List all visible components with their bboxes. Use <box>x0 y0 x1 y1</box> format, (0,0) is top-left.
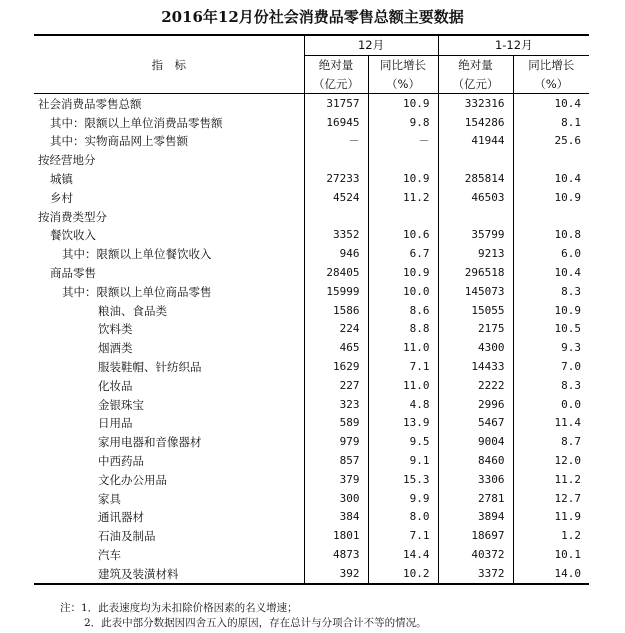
ytd-abs-value <box>438 151 513 170</box>
month-yoy-value: 13.9 <box>368 414 438 433</box>
month-abs-value: 3352 <box>304 226 368 245</box>
month-yoy-value: 9.1 <box>368 452 438 471</box>
month-yoy-value: 14.4 <box>368 546 438 565</box>
ytd-yoy-value: 10.5 <box>513 320 589 339</box>
ytd-yoy-value: 9.3 <box>513 339 589 358</box>
month-abs-value: － <box>304 132 368 151</box>
row-label: 粮油、食品类 <box>98 303 167 318</box>
ytd-abs-value: 332316 <box>438 94 513 113</box>
ytd-yoy-value: 8.3 <box>513 376 589 395</box>
ytd-yoy-value: 10.1 <box>513 546 589 565</box>
month-yoy-value: 9.5 <box>368 433 438 452</box>
month-abs-value: 979 <box>304 433 368 452</box>
month-yoy-value: 9.8 <box>368 113 438 132</box>
month-abs-value: 857 <box>304 452 368 471</box>
ytd-abs-value: 5467 <box>438 414 513 433</box>
ytd-yoy-value: 11.9 <box>513 508 589 527</box>
month-yoy-value: 10.9 <box>368 94 438 113</box>
month-abs-value: 31757 <box>304 94 368 113</box>
table-row <box>34 358 589 377</box>
table-row <box>34 301 589 320</box>
ytd-yoy-value: 11.4 <box>513 414 589 433</box>
row-label: 汽车 <box>98 547 121 562</box>
table-row <box>34 395 589 414</box>
table-row <box>34 282 589 301</box>
ytd-yoy-value: 10.9 <box>513 188 589 207</box>
month-yoy-value <box>368 151 438 170</box>
table-row <box>34 414 589 433</box>
retail-sales-table <box>34 34 589 585</box>
ytd-abs-value: 2781 <box>438 489 513 508</box>
row-label: 其中：限额以上单位餐饮收入 <box>62 247 212 262</box>
month-yoy-value: 7.1 <box>368 358 438 377</box>
month-yoy-value: 10.0 <box>368 282 438 301</box>
ytd-abs-value: 8460 <box>438 452 513 471</box>
ytd-abs-value: 35799 <box>438 226 513 245</box>
month-group-header: 12月 <box>304 35 438 55</box>
month-abs-value: 1586 <box>304 301 368 320</box>
month-abs-value <box>304 151 368 170</box>
header-row-groups <box>34 35 589 55</box>
ytd-abs-value: 2222 <box>438 376 513 395</box>
month-abs-value: 4524 <box>304 188 368 207</box>
row-label: 乡村 <box>50 190 73 205</box>
row-label: 建筑及装潢材料 <box>34 564 304 584</box>
month-abs-value: 224 <box>304 320 368 339</box>
month-abs-value: 4873 <box>304 546 368 565</box>
month-abs-value: 15999 <box>304 282 368 301</box>
table-row <box>34 94 589 113</box>
month-abs-value: 384 <box>304 508 368 527</box>
table-row <box>34 245 589 264</box>
ytd-abs-value <box>438 207 513 226</box>
month-abs-value: 16945 <box>304 113 368 132</box>
table-row <box>34 527 589 546</box>
indicator-header: 指 标 <box>34 35 304 94</box>
row-label: 商品零售 <box>50 265 96 280</box>
table-row <box>34 264 589 283</box>
ytd-yoy-value <box>513 207 589 226</box>
row-label: 家用电器和音像器材 <box>98 435 202 450</box>
table-row <box>34 508 589 527</box>
ytd-abs-value: 3894 <box>438 508 513 527</box>
table-row <box>34 170 589 189</box>
ytd-yoy-value: 10.4 <box>513 264 589 283</box>
row-label: 其中：限额以上单位消费品零售额 <box>50 115 223 130</box>
month-yoy-value: 10.2 <box>368 564 438 584</box>
table-row <box>34 546 589 565</box>
month-yoy-value: 6.7 <box>368 245 438 264</box>
ytd-yoy-label: 同比增长 <box>513 55 589 74</box>
table-row <box>34 226 589 245</box>
ytd-abs-value: 14433 <box>438 358 513 377</box>
ytd-yoy-value: 8.1 <box>513 113 589 132</box>
ytd-yoy-value <box>513 151 589 170</box>
ytd-yoy-value: 25.6 <box>513 132 589 151</box>
ytd-abs-value: 145073 <box>438 282 513 301</box>
month-abs-value: 379 <box>304 470 368 489</box>
row-label: 城镇 <box>50 171 73 186</box>
month-yoy-value: 8.8 <box>368 320 438 339</box>
row-label: 通讯器材 <box>98 510 144 525</box>
month-abs-value: 589 <box>304 414 368 433</box>
row-label: 化妆品 <box>98 378 133 393</box>
month-yoy-label: 同比增长 <box>368 55 438 74</box>
table-row <box>34 320 589 339</box>
table-row <box>34 489 589 508</box>
page-title: 2016年12月份社会消费品零售总额主要数据 <box>161 8 464 26</box>
ytd-abs-value: 2175 <box>438 320 513 339</box>
month-abs-value: 300 <box>304 489 368 508</box>
row-label: 按消费类型分 <box>38 209 107 224</box>
month-yoy-value: 11.2 <box>368 188 438 207</box>
ytd-yoy-value: 12.0 <box>513 452 589 471</box>
row-label: 家具 <box>98 491 121 506</box>
ytd-abs-value: 285814 <box>438 170 513 189</box>
ytd-yoy-value: 0.0 <box>513 395 589 414</box>
table-row <box>34 113 589 132</box>
ytd-yoy-value: 14.0 <box>513 564 589 584</box>
ytd-abs-value: 4300 <box>438 339 513 358</box>
month-yoy-value: － <box>368 132 438 151</box>
ytd-yoy-unit: （%） <box>513 75 589 94</box>
ytd-abs-label: 绝对量 <box>438 55 513 74</box>
month-abs-value: 1801 <box>304 527 368 546</box>
month-abs-value: 28405 <box>304 264 368 283</box>
ytd-group-header: 1-12月 <box>438 35 589 55</box>
month-yoy-value: 10.9 <box>368 264 438 283</box>
table-row <box>34 207 589 226</box>
month-yoy-value: 8.6 <box>368 301 438 320</box>
row-label: 烟酒类 <box>98 341 133 356</box>
footnotes <box>60 601 427 631</box>
ytd-abs-value: 154286 <box>438 113 513 132</box>
month-yoy-unit: （%） <box>368 75 438 94</box>
row-label: 社会消费品零售总额 <box>38 96 142 111</box>
month-abs-unit: （亿元） <box>304 75 368 94</box>
ytd-abs-value: 15055 <box>438 301 513 320</box>
table-row <box>34 433 589 452</box>
month-abs-value: 465 <box>304 339 368 358</box>
row-label: 金银珠宝 <box>98 397 144 412</box>
row-label: 石油及制品 <box>98 529 156 544</box>
row-label: 服装鞋帽、针纺织品 <box>98 359 202 374</box>
month-yoy-value: 11.0 <box>368 339 438 358</box>
ytd-abs-value: 2996 <box>438 395 513 414</box>
ytd-yoy-value: 8.7 <box>513 433 589 452</box>
ytd-yoy-value: 1.2 <box>513 527 589 546</box>
month-abs-value: 946 <box>304 245 368 264</box>
table-row <box>34 470 589 489</box>
table-row <box>34 376 589 395</box>
month-yoy-value: 15.3 <box>368 470 438 489</box>
month-abs-value: 323 <box>304 395 368 414</box>
row-label: 中西药品 <box>98 453 144 468</box>
table-row <box>34 188 589 207</box>
month-abs-value: 227 <box>304 376 368 395</box>
ytd-yoy-value: 10.4 <box>513 94 589 113</box>
month-yoy-value <box>368 207 438 226</box>
ytd-yoy-value: 10.9 <box>513 301 589 320</box>
table-row <box>34 132 589 151</box>
ytd-abs-value: 9004 <box>438 433 513 452</box>
ytd-abs-value: 3372 <box>438 564 513 584</box>
table-row <box>34 151 589 170</box>
month-yoy-value: 7.1 <box>368 527 438 546</box>
month-abs-value: 27233 <box>304 170 368 189</box>
ytd-yoy-value: 7.0 <box>513 358 589 377</box>
row-label: 其中：限额以上单位商品零售 <box>62 284 212 299</box>
ytd-abs-value: 41944 <box>438 132 513 151</box>
month-yoy-value: 10.9 <box>368 170 438 189</box>
month-yoy-value: 9.9 <box>368 489 438 508</box>
ytd-abs-value: 18697 <box>438 527 513 546</box>
row-label: 日用品 <box>98 416 133 431</box>
ytd-abs-value: 46503 <box>438 188 513 207</box>
row-label: 饮料类 <box>98 322 133 337</box>
ytd-yoy-value: 10.4 <box>513 170 589 189</box>
ytd-abs-value: 296518 <box>438 264 513 283</box>
table-row <box>34 564 589 584</box>
ytd-yoy-value: 8.3 <box>513 282 589 301</box>
footnote-2: 2．此表中部分数据因四舍五入的原因，存在总计与分项合计不等的情况。 <box>84 617 427 629</box>
month-abs-value: 1629 <box>304 358 368 377</box>
table-row <box>34 339 589 358</box>
ytd-yoy-value: 12.7 <box>513 489 589 508</box>
month-abs-value <box>304 207 368 226</box>
row-label: 文化办公用品 <box>98 472 167 487</box>
row-label: 按经营地分 <box>38 153 96 168</box>
month-abs-label: 绝对量 <box>304 55 368 74</box>
month-yoy-value: 11.0 <box>368 376 438 395</box>
ytd-abs-value: 3306 <box>438 470 513 489</box>
footnote-1: 注：1．此表速度均为未扣除价格因素的名义增速； <box>60 602 298 614</box>
ytd-yoy-value: 10.8 <box>513 226 589 245</box>
ytd-yoy-value: 11.2 <box>513 470 589 489</box>
ytd-abs-value: 40372 <box>438 546 513 565</box>
ytd-yoy-value: 6.0 <box>513 245 589 264</box>
month-abs-value: 392 <box>304 564 368 584</box>
row-label: 餐饮收入 <box>50 228 96 243</box>
month-yoy-value: 4.8 <box>368 395 438 414</box>
month-yoy-value: 8.0 <box>368 508 438 527</box>
ytd-abs-value: 9213 <box>438 245 513 264</box>
ytd-abs-unit: （亿元） <box>438 75 513 94</box>
table-row <box>34 452 589 471</box>
month-yoy-value: 10.6 <box>368 226 438 245</box>
row-label: 其中：实物商品网上零售额 <box>50 134 188 149</box>
